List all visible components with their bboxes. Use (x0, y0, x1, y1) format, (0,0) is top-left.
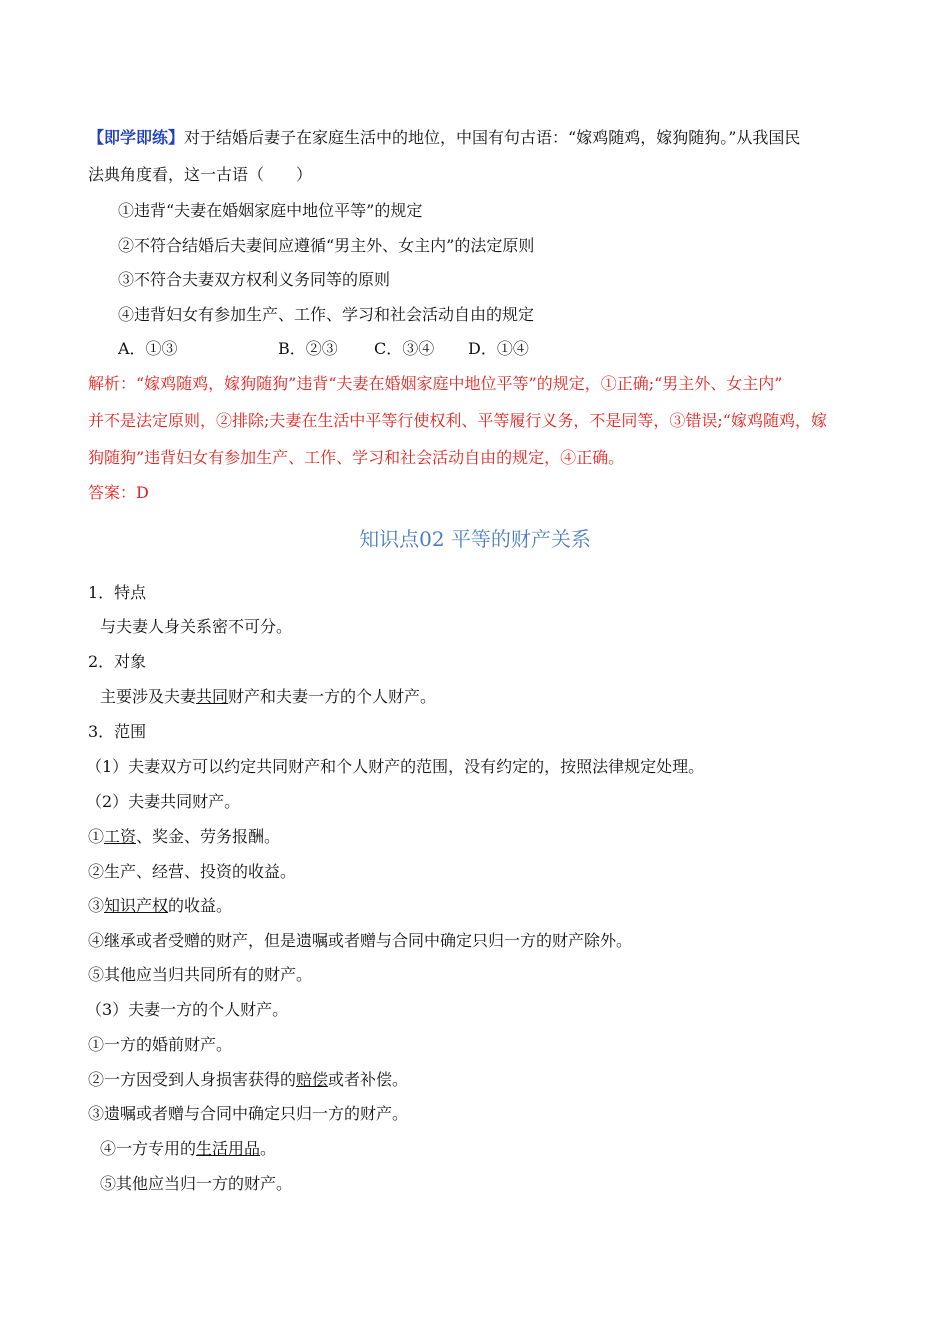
question-stem-line2: 法典角度看，这一古语（ ） (88, 165, 313, 184)
personal-property-4-pre: ④一方专用的 (100, 1139, 197, 1158)
common-property-5: ⑤其他应当归共同所有的财产。 (88, 965, 313, 984)
object-text-pre: 主要涉及夫妻 (100, 687, 197, 706)
common-property-1-post: 、奖金、劳务报酬。 (136, 827, 281, 846)
answer-text: 答案：D (88, 483, 149, 502)
heading-features: 1．特点 (88, 583, 147, 602)
common-property-4: ④继承或者受赠的财产，但是遗嘱或者赠与合同中确定只归一方的财产除外。 (88, 931, 633, 950)
common-property-3-underlined: 知识产权 (104, 896, 169, 915)
section-title: 知识点02 平等的财产关系 (359, 527, 591, 551)
question-item-4: ④违背妇女有参加生产、工作、学习和社会活动自由的规定 (118, 305, 535, 324)
personal-property-3: ③遗嘱或者赠与合同中确定只归一方的财产。 (88, 1104, 409, 1123)
personal-property-4-underlined: 生活用品 (196, 1139, 261, 1158)
option-b: B．②③ (278, 339, 338, 358)
question-item-1: ①违背“夫妻在婚姻家庭中地位平等”的规定 (118, 201, 423, 220)
features-text: 与夫妻人身关系密不可分。 (100, 617, 293, 636)
question-item-3: ③不符合夫妻双方权利义务同等的原则 (118, 270, 391, 289)
question-stem-line1 (88, 127, 800, 149)
personal-property-1: ①一方的婚前财产。 (88, 1035, 233, 1054)
common-property-1 (88, 826, 280, 848)
analysis-line3: 狗随狗”违背妇女有参加生产、工作、学习和社会活动自由的规定，④正确。 (88, 448, 625, 467)
personal-property-2-pre: ②一方因受到人身损害获得的 (88, 1070, 297, 1089)
analysis-line1: 解析：“嫁鸡随鸡，嫁狗随狗”违背“夫妻在婚姻家庭中地位平等”的规定，①正确;“男主外、女主内” (88, 374, 783, 393)
scope-item-2: （2）夫妻共同财产。 (86, 792, 241, 811)
option-c: C．③④ (374, 339, 435, 358)
question-tag: 【即学即练】 (88, 128, 185, 147)
common-property-3-pre: ③ (88, 896, 105, 915)
personal-property-2-underlined: 赔偿 (296, 1070, 329, 1089)
common-property-1-pre: ① (88, 827, 105, 846)
personal-property-5: ⑤其他应当归一方的财产。 (100, 1174, 293, 1193)
question-item-2: ②不符合结婚后夫妻间应遵循“男主外、女主内”的法定原则 (118, 236, 535, 255)
analysis-line2: 并不是法定原则，②排除;夫妻在生活中平等行使权利、平等履行义务，不是同等，③错误;“嫁鸡随鸡，嫁 (88, 411, 827, 430)
personal-property-2-post: 或者补偿。 (328, 1070, 409, 1089)
object-text-post: 财产和夫妻一方的个人财产。 (228, 687, 437, 706)
personal-property-4 (100, 1138, 276, 1160)
personal-property-2 (88, 1069, 408, 1091)
object-text-underlined: 共同 (196, 687, 229, 706)
common-property-2: ②生产、经营、投资的收益。 (88, 862, 297, 881)
question-stem-text: 对于结婚后妻子在家庭生活中的地位，中国有句古语：“嫁鸡随鸡，嫁狗随狗。”从我国民 (184, 128, 801, 147)
object-text (100, 686, 436, 708)
common-property-3 (88, 895, 232, 917)
heading-scope: 3．范围 (88, 722, 147, 741)
option-d: D．①④ (468, 339, 529, 358)
scope-item-3: （3）夫妻一方的个人财产。 (86, 1000, 289, 1019)
common-property-3-post: 的收益。 (168, 896, 233, 915)
personal-property-4-post: 。 (260, 1139, 277, 1158)
option-a: A．①③ (118, 339, 178, 358)
heading-object: 2．对象 (88, 652, 147, 671)
common-property-1-underlined: 工资 (104, 827, 137, 846)
scope-item-1: （1）夫妻双方可以约定共同财产和个人财产的范围，没有约定的，按照法律规定处理。 (86, 757, 705, 776)
